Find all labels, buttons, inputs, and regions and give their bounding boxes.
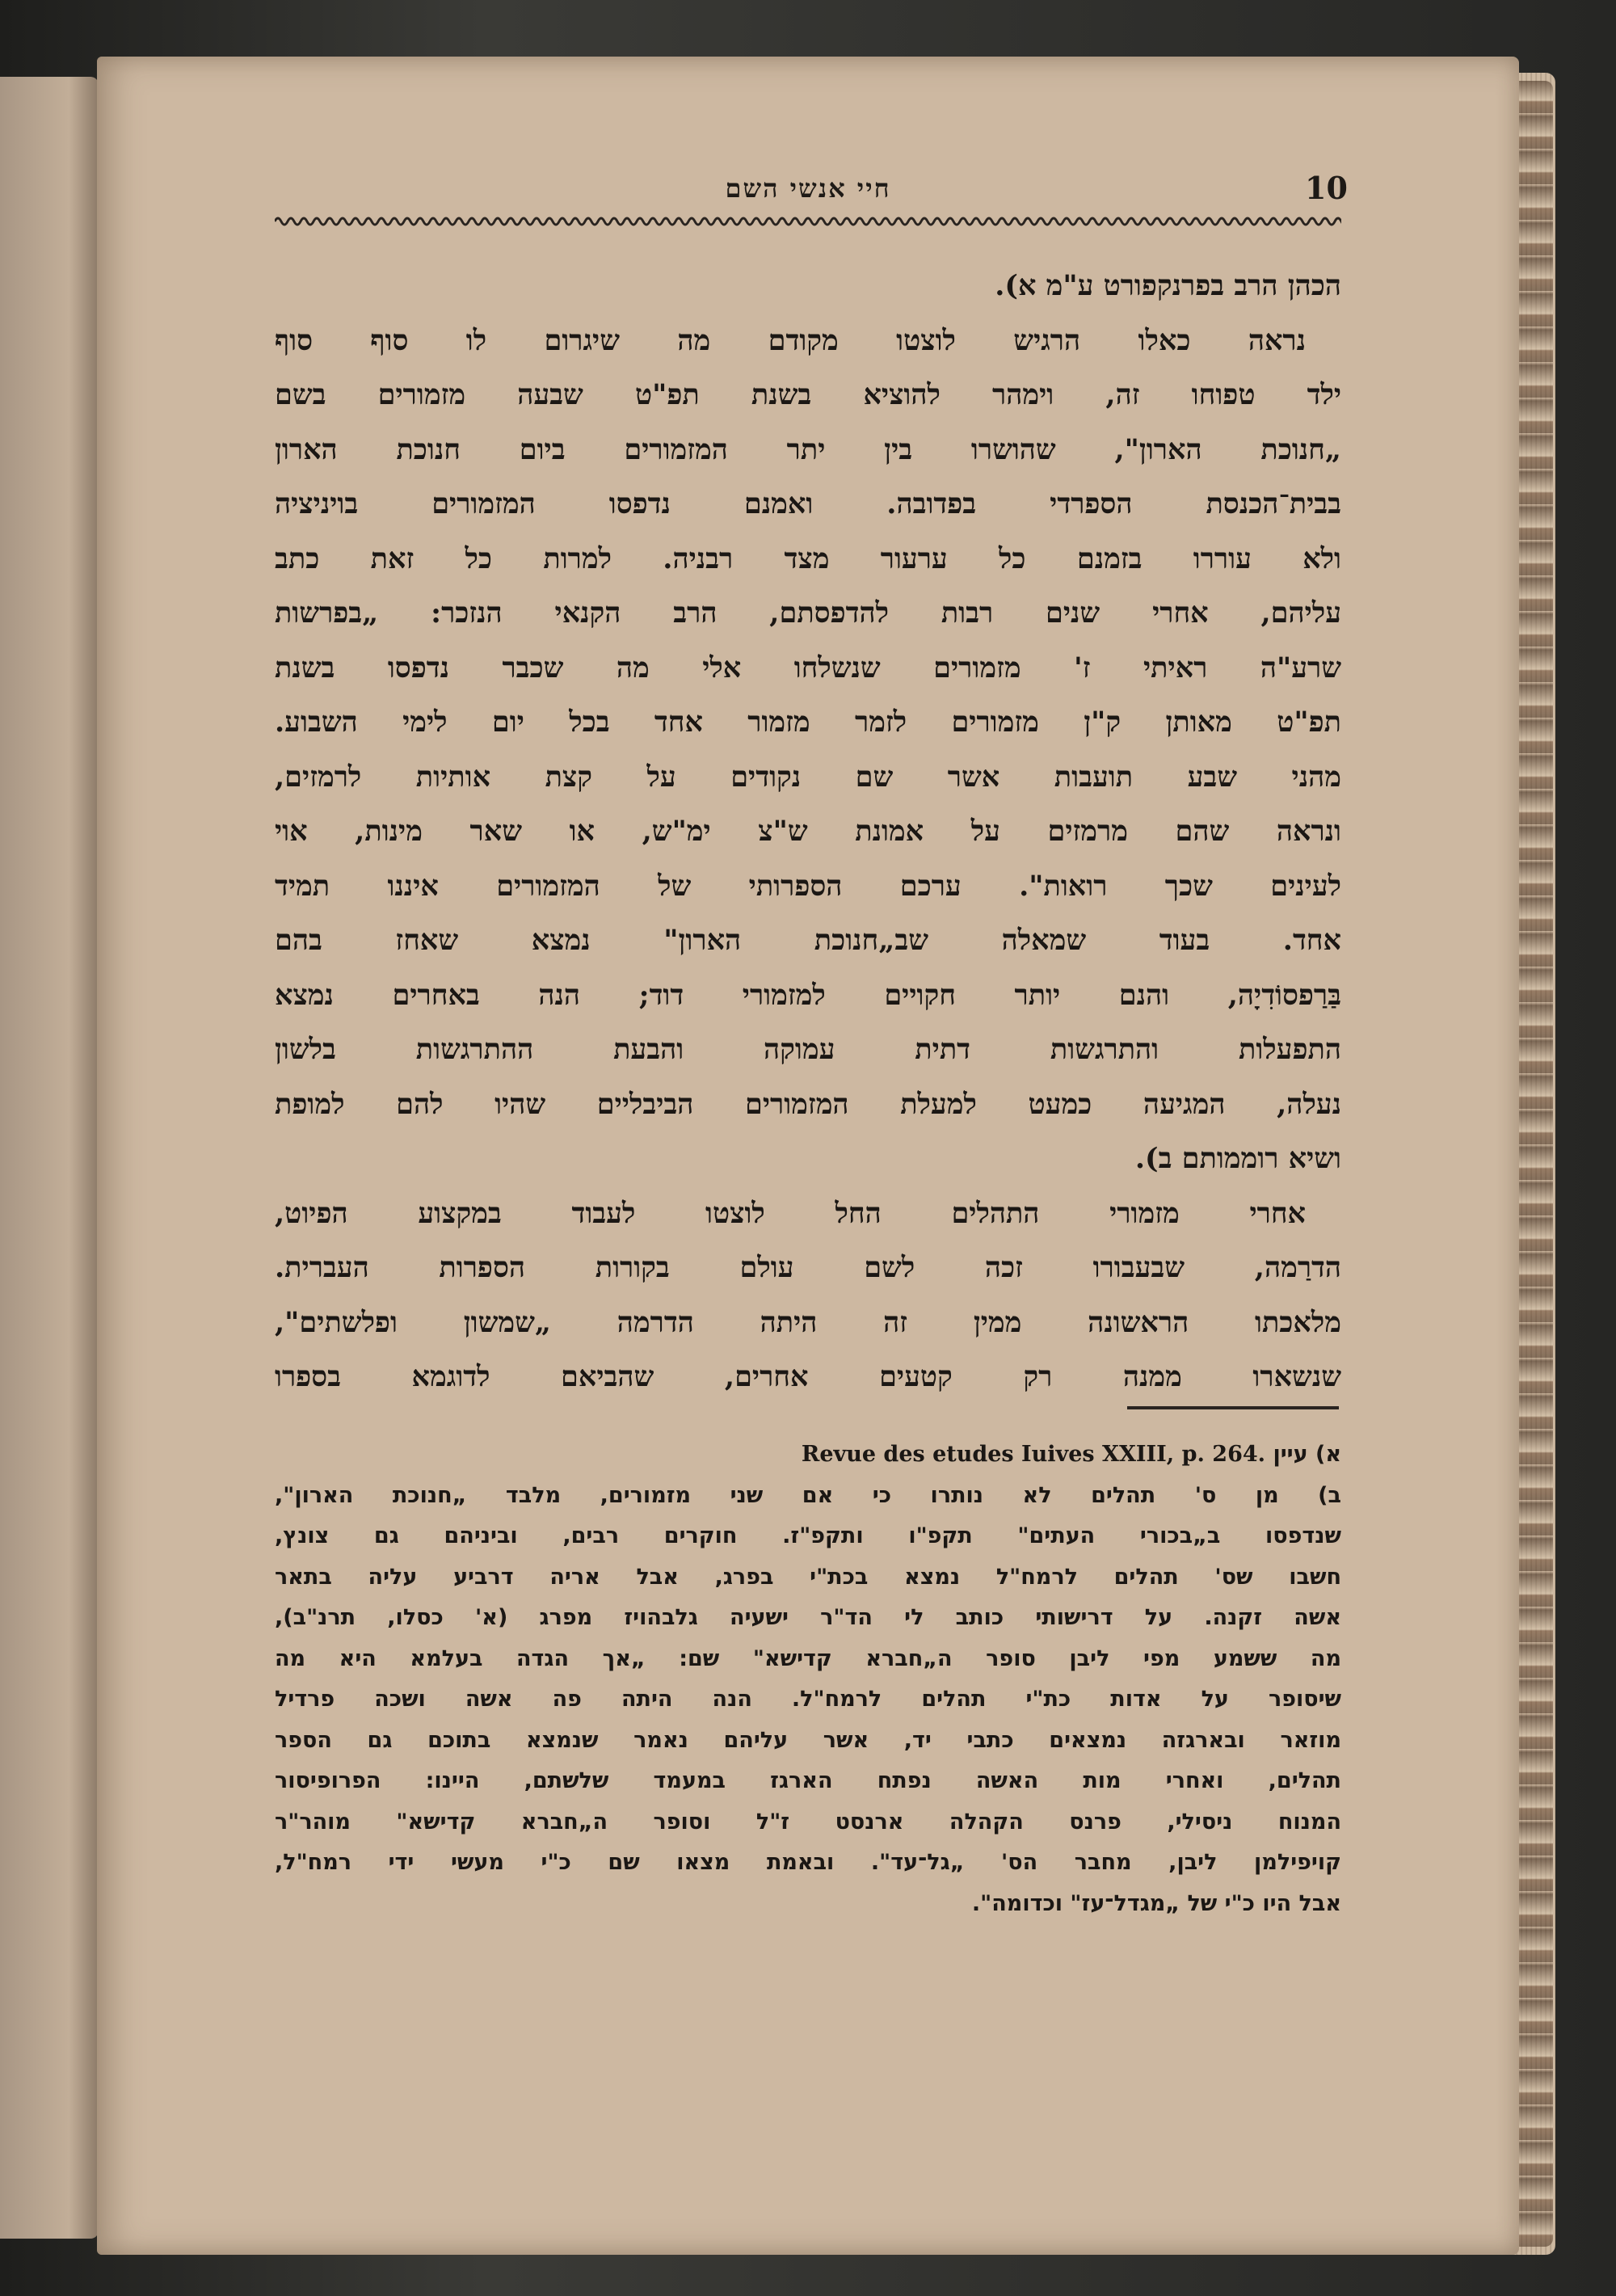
footnote-a-marker: א) עיין bbox=[1273, 1442, 1341, 1467]
text-line: שנשארו ממנה רק קטעים אחרים, שהביאם לדוגמא בספרו bbox=[275, 1360, 1341, 1393]
wavy-divider bbox=[275, 212, 1341, 231]
text-line: ונראה שהם מרמזים על אמונת ש"צ ימ"ש, או שאר מינות, אוי bbox=[275, 815, 1341, 848]
text-line: מלאכתו הראשונה ממין זה היתה הדרמה „שמשון ופלשתים", bbox=[275, 1305, 1341, 1339]
text-line: שרע"ה ראיתי ז' מזמורים שנשלחו אלי מה שכבר נדפסו בשנת bbox=[275, 651, 1341, 685]
text-line: תפ"ט מאותן ק"ן מזמורים לזמר מזמור אחד בכל יום לימי השבוע. bbox=[275, 706, 1341, 739]
previous-page-edge bbox=[0, 77, 99, 2239]
text-line: נראה כאלו הרגיש לוצטו מקודם מה שיגרום לו סוף סוף bbox=[275, 323, 1306, 357]
footnote-line: ב) מן ס' תהלים לא נותרו כי אם שני מזמורים, מלבד „חנוכת הארון", bbox=[275, 1482, 1341, 1508]
running-head: חיי אנשי השם bbox=[725, 173, 891, 204]
footnote-line: המנוח ניסילי, פרנס הקהלה ארנסט ז"ל וסופר ה„חברא קדישא" מוהר"ר bbox=[275, 1809, 1341, 1835]
footnote-line: שיסופר על אדות כת"י תהלים לרמח"ל. הנה היתה פה אשה ושכה פרדיל bbox=[275, 1687, 1341, 1712]
page-number: 10 bbox=[1305, 170, 1348, 206]
footnote-separator bbox=[1127, 1406, 1339, 1409]
footnote-line: אשה זקנה. על דרישותי כותב לי הד"ר ישעיה גלבהויז מפרג (א' כסלו, תרנ"ב), bbox=[275, 1605, 1341, 1630]
text-line: אחרי מזמורי התהלים החל לוצטו לעבוד במקצוע הפיוט, bbox=[275, 1196, 1306, 1230]
footnote-line: קויפילמן ליבן, מחבר הס' „גל־עד". ובאמת מצאו שם כ"י מעשי ידי רמח"ל, bbox=[275, 1850, 1341, 1875]
text-line: „חנוכת הארון", שהושרו בין יתר המזמורים ביום חנוכת הארון bbox=[275, 432, 1341, 466]
text-line: מהני שבע תועבות אשר שם נקודים על קצת אותיות לרמזים, bbox=[275, 760, 1341, 794]
text-line: נעלה, המגיעה כמעט למעלת המזמורים הביבליים שהיו להם למופת bbox=[275, 1087, 1341, 1121]
text-line: אחד. בעוד שמאלה שב„חנוכת הארון" נמצא שאחז בהם bbox=[275, 924, 1341, 957]
text-line: הדרַמה, שבעבורו זכה לשם עולם בקורות הספרות העברית. bbox=[275, 1251, 1341, 1284]
text-line: ושיא רוממותם ב). bbox=[1134, 1142, 1341, 1175]
main-text bbox=[275, 259, 1341, 1405]
footnote-line: חשבו שס' תהלים לרמח"ל נמצא בכת"י בפרג, אבל אריה דרביע עליה בתאר bbox=[275, 1564, 1341, 1590]
text-line: לעינים שכך רואות". ערכם הספרותי של המזמורים איננו תמיד bbox=[275, 869, 1341, 903]
footnote-a-citation: Revue des etudes Iuives XXIII, p. 264. bbox=[801, 1442, 1266, 1467]
text-line: ילד טפוחו זה, וימהר להוציא בשנת תפ"ט שבעה מזמורים בשם bbox=[275, 378, 1341, 411]
footnote-line: אבל היו כ"י של „מגדל־עז" וכדומה". bbox=[971, 1890, 1341, 1916]
footnote-line: מה ששמע מפי ליבן סופר ה„חברא קדישא" שם: „אך הגדה בעלמא היא מה bbox=[275, 1645, 1341, 1671]
text-line: הכהן הרב בפרנקפורט ע"מ א). bbox=[995, 269, 1341, 302]
footnote-line: שנדפסו ב„בכורי העתים" תקפ"ו ותקפ"ז. חוקרים רבים, וביניהם גם צונץ, bbox=[275, 1523, 1341, 1548]
text-line: בבית־הכנסת הספרדי בפדובה. ואמנם נדפסו המזמורים בויניציה bbox=[275, 487, 1341, 520]
text-line: התפעלות והתרגשות דתית עמוקה והבעת ההתרגשות בלשון bbox=[275, 1033, 1341, 1066]
footnotes bbox=[275, 1434, 1341, 1924]
text-line: עליהם, אחרי שנים רבות להדפסתם, הרב הקנאי הנזכר: „בפרשות bbox=[275, 596, 1341, 630]
footnote-a bbox=[275, 1434, 1341, 1476]
footnote-line: תהלים, ואחרי מות האשה נפתח הארגז במעמד שלשתם, היינו: הפרופיסור bbox=[275, 1768, 1341, 1793]
page-stack-shadow bbox=[1519, 81, 1553, 2247]
text-line: בַּרַפסוֹדִיָה, והנם יותר חקויים למזמורי דוד; הנה באחרים נמצא bbox=[275, 978, 1341, 1012]
text-line: ולא עוררו בזמנם כל ערעור מצד רבניה. למרות כל זאת כתב bbox=[275, 541, 1341, 575]
footnote-line: מוזאר ובארגזה נמצאים כתבי יד, אשר עליהם נאמר שנמצא בתוכם גם הספר bbox=[275, 1727, 1341, 1753]
